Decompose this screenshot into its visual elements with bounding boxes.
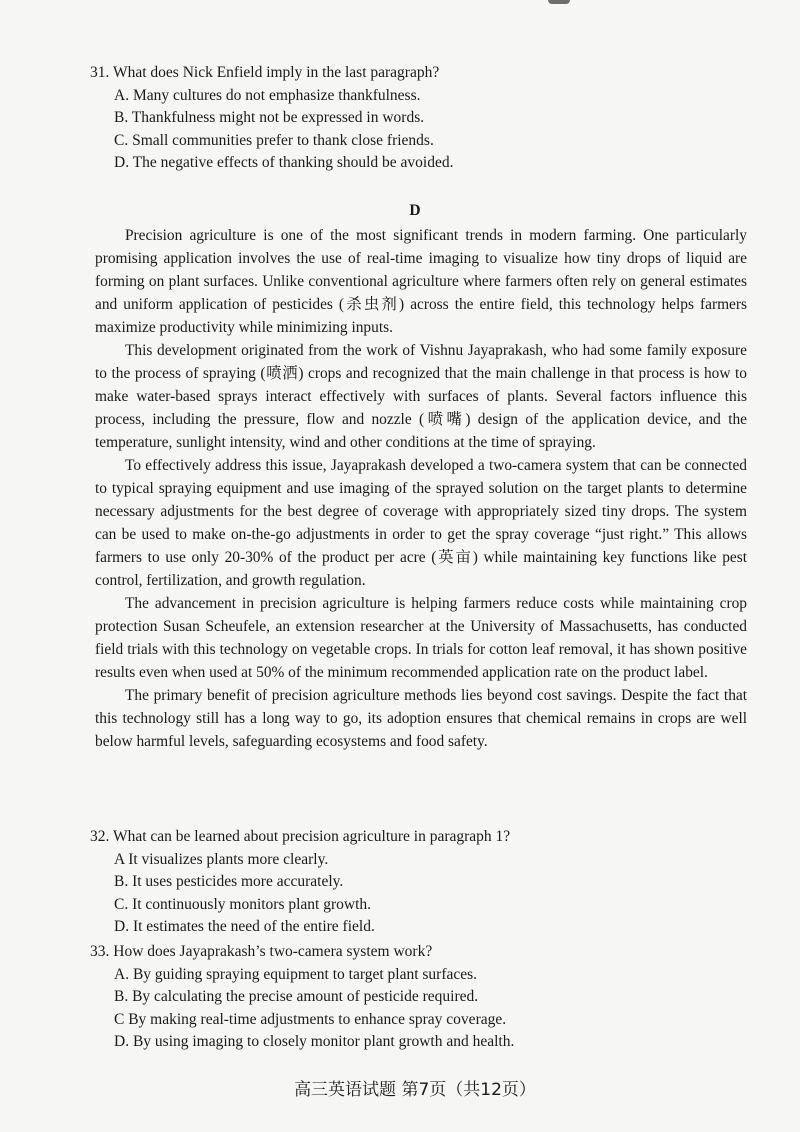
option-a: A It visualizes plants more clearly. xyxy=(114,850,329,868)
option-b: B. By calculating the precise amount of pesticide required. xyxy=(114,988,479,1005)
option-a: A. By guiding spraying equipment to target plant surfaces. xyxy=(114,965,478,983)
option-c: C By making real-time adjustments to enhance spray coverage. xyxy=(114,1010,507,1028)
passage-paragraph-3: To effectively address this issue, Jayaprakash developed a two-camera system that can be connected to typical spraying equipment and use imaging of the sprayed solution on the target plants to determine necessary adjustments for the best degree of coverage with appropriately sized tiny drops. The system can be used to make on-the-go adjustments in order to get the spray coverage “just right.” This allows farmers to use only 20-30% of the product per acre (英亩) while maintaining key functions like pest control, fertilization, and growth regulation. xyxy=(95,457,747,589)
option-c: C. It continuously monitors plant growth. xyxy=(114,895,372,913)
option-d: D. It estimates the need of the entire field. xyxy=(114,918,375,935)
passage-paragraph-4: The advancement in precision agriculture is helping farmers reduce costs while maintaining crop protection Susan Scheufele, an extension researcher at the University of Massachusetts, has conducted field trials with this technology on vegetable crops. In trials for cotton leaf removal, it has shown positive results even when used at 50% of the minimum recommended application rate on the product label. xyxy=(95,595,747,681)
option-d: D. By using imaging to closely monitor plant growth and health. xyxy=(114,1033,515,1050)
option-a: A. Many cultures do not emphasize thankfulness. xyxy=(114,86,421,104)
option-d: D. The negative effects of thanking should be avoided. xyxy=(114,154,454,171)
question-31 xyxy=(90,62,770,175)
section-title: D xyxy=(409,202,421,219)
passage-paragraph-5: The primary benefit of precision agriculture methods lies beyond cost savings. Despite the fact that this technology still has a long way to go, its adoption ensures that chemical remains in crops are well below harmful levels, safeguarding ecosystems and food safety. xyxy=(95,687,747,750)
question-stem: 33. How does Jayaprakash’s two-camera system work? xyxy=(90,943,433,960)
option-c: C. Small communities prefer to thank close friends. xyxy=(114,131,434,149)
question-stem: 31. What does Nick Enfield imply in the last paragraph? xyxy=(90,64,440,81)
passage-paragraph-2: This development originated from the work of Vishnu Jayaprakash, who had some family exposure to the process of spraying (喷洒) crops and recognized that the main challenge in that process is how to make water-based sprays interact effectively with surfaces of plants. Several factors influence this process, including the pressure, flow and nozzle (喷嘴) design of the application device, and the temperature, sunlight intensity, wind and other conditions at the time of spraying. xyxy=(95,342,747,451)
passage-paragraph-1: Precision agriculture is one of the most significant trends in modern farming. One particularly promising application involves the use of real-time imaging to visualize how tiny drops of liquid are forming on plant surfaces. Unlike conventional agriculture where farmers often rely on general estimates and uniform application of pesticides (杀虫剂) across the entire field, this technology helps farmers maximize productivity while minimizing inputs. xyxy=(95,227,747,336)
question-stem: 32. What can be learned about precision agriculture in paragraph 1? xyxy=(90,828,511,845)
reading-passage xyxy=(95,224,747,753)
page-footer: 高三英语试题 第7页（共12页） xyxy=(294,1080,536,1100)
option-b: B. It uses pesticides more accurately. xyxy=(114,873,344,890)
top-edge-mark xyxy=(548,0,570,4)
question-32 xyxy=(90,826,770,939)
question-33 xyxy=(90,941,770,1054)
option-b: B. Thankfulness might not be expressed in words. xyxy=(114,109,425,126)
